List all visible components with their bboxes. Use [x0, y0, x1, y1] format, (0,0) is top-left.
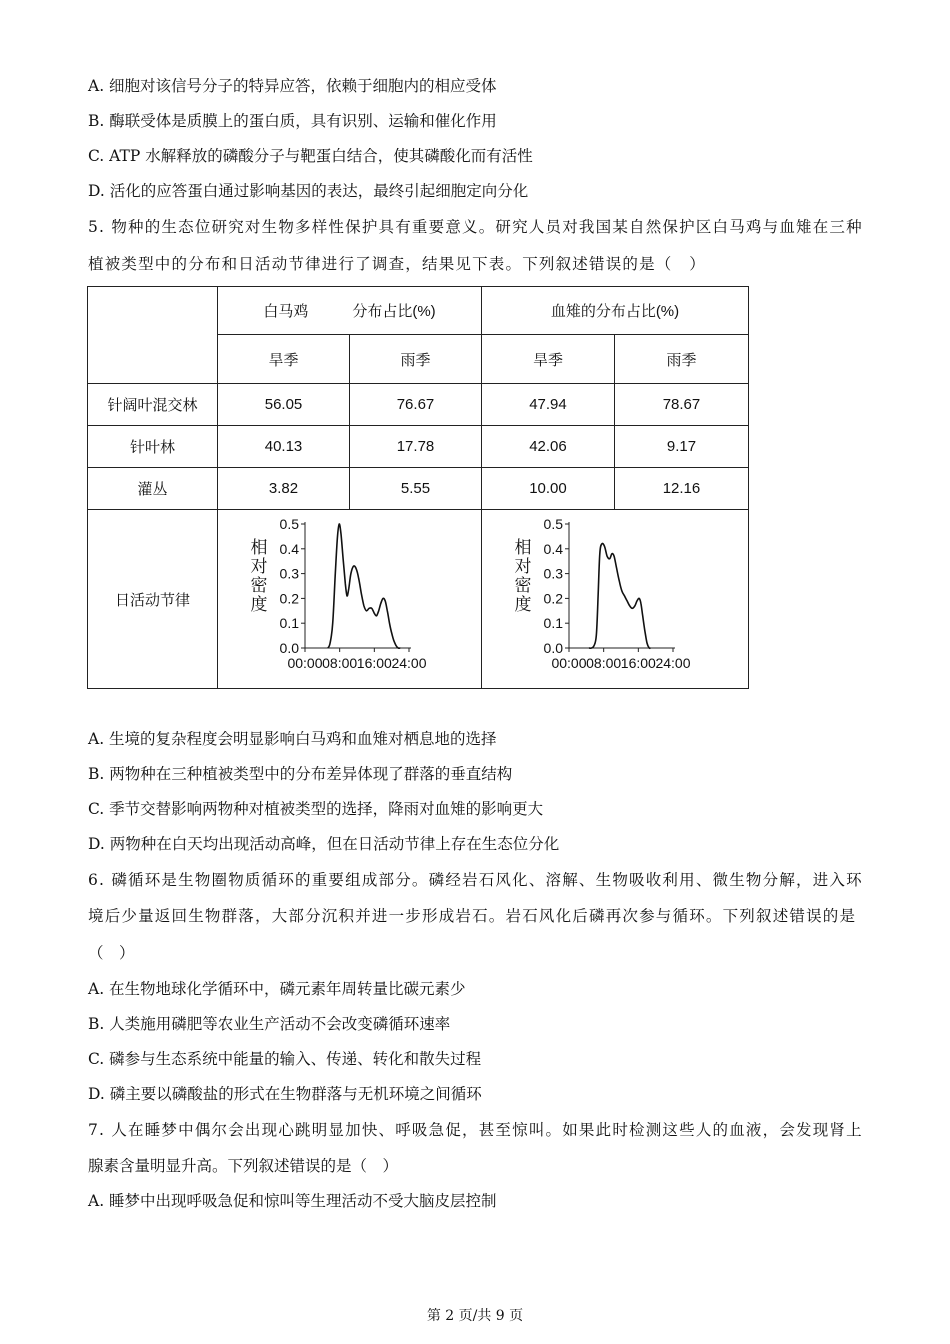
- table-cell: 12.16: [614, 468, 748, 510]
- season-dry-2: 旱季: [481, 335, 614, 384]
- table-cell: 10.00: [481, 468, 614, 510]
- q4-option-c: C. ATP 水解释放的磷酸分子与靶蛋白结合，使其磷酸化而有活性: [88, 147, 533, 165]
- x-tick-label: 00:00: [551, 655, 587, 671]
- q5-stem-line1: 5. 物种的生态位研究对生物多样性保护具有重要意义。研究人员对我国某自然保护区白马鸡与血雉在三种: [88, 218, 863, 236]
- series-line-白马鸡: [328, 524, 400, 648]
- x-tick-label: 24:00: [655, 655, 691, 671]
- table-cell: 47.94: [481, 384, 614, 426]
- row-label: 灌丛: [88, 468, 218, 510]
- row-label: 针叶林: [88, 426, 218, 468]
- y-tick-label: 0.0: [543, 640, 563, 656]
- q5-option-a: A. 生境的复杂程度会明显影响白马鸡和血雉对栖息地的选择: [88, 730, 497, 748]
- y-tick-label: 0.1: [279, 615, 299, 632]
- series-line-血雉: [589, 543, 651, 648]
- q5-data-table: [87, 286, 749, 689]
- x-tick-label: 08:00: [586, 655, 622, 671]
- header-bird1: [218, 287, 482, 335]
- q6-stem-line3: （ ）: [88, 944, 135, 962]
- q6-stem-line1: 6. 磷循环是生物圈物质循环的重要组成部分。磷经岩石风化、溶解、生物吸收利用、微生物分解，进入环: [88, 871, 863, 889]
- table-cell: 9.17: [614, 426, 748, 468]
- q6-stem-line2: 境后少量返回生物群落，大部分沉积并进一步形成岩石。岩石风化后磷再次参与循环。下列叙述错误的是: [88, 907, 857, 925]
- y-tick-label: 0.4: [279, 540, 299, 557]
- table-cell: 56.05: [218, 384, 350, 426]
- y-tick-label: 0.5: [279, 516, 299, 532]
- q4-option-a: A. 细胞对该信号分子的特异应答，依赖于细胞内的相应受体: [88, 77, 497, 95]
- y-tick-label: 0.4: [543, 540, 563, 557]
- activity-label: 日活动节律: [88, 510, 218, 689]
- table-cell: 5.55: [350, 468, 482, 510]
- q7-stem-line1: 7. 人在睡梦中偶尔会出现心跳明显加快、呼吸急促，甚至惊叫。如果此时检测这些人的血液，会发现肾上: [88, 1121, 863, 1139]
- activity-chart-baimaji: [219, 510, 481, 684]
- table-row: [88, 468, 749, 510]
- table-cell: 76.67: [350, 384, 482, 426]
- season-wet-1: 雨季: [350, 335, 482, 384]
- q5-option-c: C. 季节交替影响两物种对植被类型的选择，降雨对血雉的影响更大: [88, 800, 544, 818]
- header-bird2: 血雉的分布占比(%): [481, 287, 748, 335]
- y-tick-label: 0.2: [279, 590, 299, 607]
- q4-option-d: D. 活化的应答蛋白通过影响基因的表达，最终引起细胞定向分化: [88, 182, 529, 200]
- y-tick-label: 0.5: [543, 516, 563, 532]
- season-dry-1: 旱季: [218, 335, 350, 384]
- x-tick-label: 16:00: [356, 655, 392, 671]
- y-tick-label: 0.3: [279, 565, 299, 582]
- table-cell: 42.06: [481, 426, 614, 468]
- page-footer: 第 2 页/共 9 页: [426, 1308, 524, 1324]
- q5-stem-line2: 植被类型中的分布和日活动节律进行了调查，结果见下表。下列叙述错误的是（ ）: [88, 255, 706, 273]
- activity-chart-xuezhi: [483, 510, 747, 684]
- header-bird1-name: 白马鸡: [263, 303, 309, 320]
- y-axis-label: 相对密度: [247, 538, 266, 614]
- x-tick-label: 16:00: [620, 655, 656, 671]
- table-row: [88, 384, 749, 426]
- y-tick-label: 0.1: [543, 615, 563, 632]
- x-tick-label: 00:00: [286, 655, 323, 671]
- season-wet-2: 雨季: [614, 335, 748, 384]
- q5-option-d: D. 两物种在白天均出现活动高峰，但在日活动节律上存在生态位分化: [88, 835, 560, 853]
- y-tick-label: 0.2: [543, 590, 563, 607]
- table-row: [88, 426, 749, 468]
- table-cell: 78.67: [614, 384, 748, 426]
- table-cell: 17.78: [350, 426, 482, 468]
- q7-option-a: A. 睡梦中出现呼吸急促和惊叫等生理活动不受大脑皮层控制: [88, 1192, 497, 1210]
- table-cell: 3.82: [218, 468, 350, 510]
- q6-option-a: A. 在生物地球化学循环中，磷元素年周转量比碳元素少: [88, 980, 466, 998]
- x-tick-label: 08:00: [321, 655, 357, 671]
- x-tick-label: 24:00: [390, 655, 427, 671]
- chart-cell-1: [218, 510, 482, 689]
- y-axis-label: 相对密度: [511, 538, 531, 614]
- chart-cell-2: [481, 510, 748, 689]
- q6-option-d: D. 磷主要以磷酸盐的形式在生物群落与无机环境之间循环: [88, 1085, 482, 1103]
- y-tick-label: 0.3: [543, 565, 563, 582]
- q6-option-c: C. 磷参与生态系统中能量的输入、传递、转化和散失过程: [88, 1050, 482, 1068]
- q4-option-b: B. 酶联受体是质膜上的蛋白质，具有识别、运输和催化作用: [88, 112, 497, 130]
- y-tick-label: 0.0: [279, 640, 299, 656]
- q6-option-b: B. 人类施用磷肥等农业生产活动不会改变磷循环速率: [88, 1015, 451, 1033]
- table-cell: 40.13: [218, 426, 350, 468]
- table-corner-cell: [88, 287, 218, 384]
- q7-stem-line2: 腺素含量明显升高。下列叙述错误的是（ ）: [88, 1157, 399, 1175]
- header-bird1-label: 分布占比(%): [352, 303, 436, 320]
- row-label: 针阔叶混交林: [88, 384, 218, 426]
- q5-option-b: B. 两物种在三种植被类型中的分布差异体现了群落的垂直结构: [88, 765, 513, 783]
